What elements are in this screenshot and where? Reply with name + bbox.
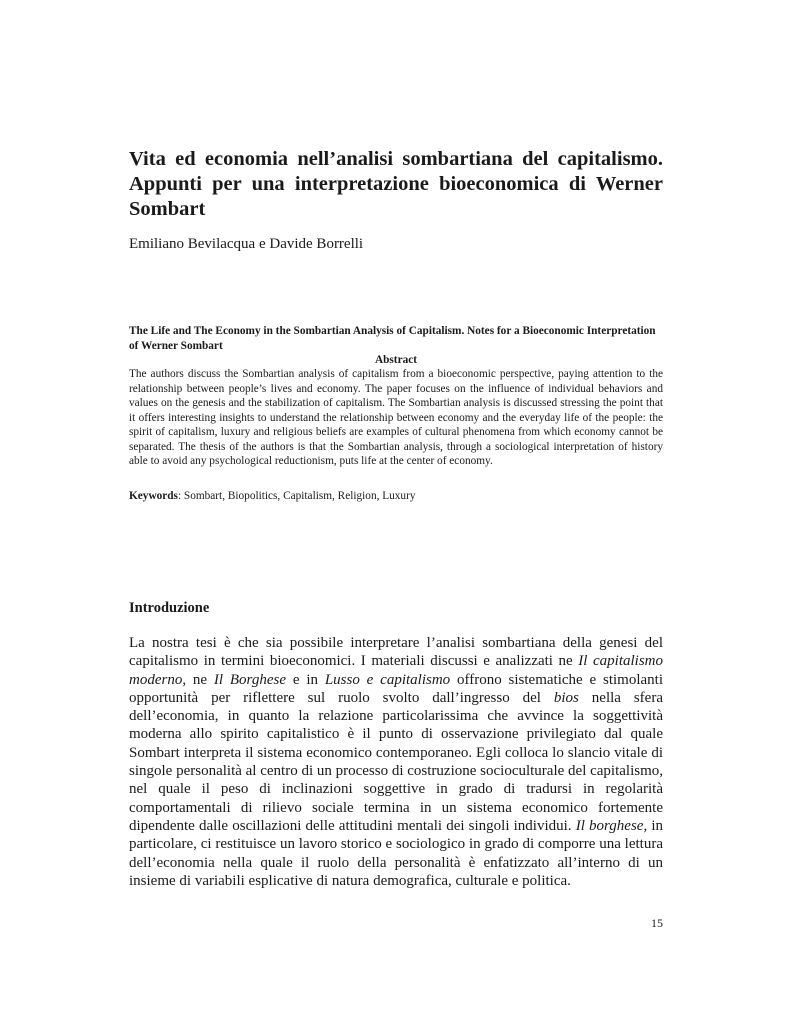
italic-book-title: Il borghese [575,817,644,834]
paper-title: Vita ed economia nell’analisi sombartiana del capitalismo. Appunti per una interpretazione bioeconomica di Werner Sombart [129,148,663,220]
keywords-value: : Sombart, Biopolitics, Capitalism, Religion, Luxury [177,490,416,502]
body-text-segment: offrono sistematiche e stimolanti opportunità per riflettere sul ruolo svolto dall’ingresso del [129,671,664,706]
body-text-segment: , in particolare, ci restituisce un lavoro storico e sociologico in grado di comporre una lettura dell’economia nella quale il ruolo della personalità è enfatizzato all’interno di un insieme di variabili esplicative di natura demografica, culturale e politica. [129,817,663,889]
italic-term: bios [553,689,579,706]
body-text-segment: e in [286,671,325,688]
abstract-heading: Abstract [374,354,418,366]
paper-page [129,0,663,1024]
authors: Emiliano Bevilacqua e Davide Borrelli [129,236,364,252]
page-number: 15 [651,916,663,930]
body-text-segment: , ne [182,671,214,688]
italic-book-title: Il capitalismo moderno [129,653,663,688]
body-text-segment: nella sfera dell’economia, in quanto la relazione particolarissima che avvince la soggettività moderna allo spirito capitalistico è il punto di osservazione privilegiato dal quale Sombart interpreta il sistema economico contemporaneo. Egli colloca lo slancio vitale di singole personalità al centro di un processo di costruzione socioculturale del capitalismo, nel quale il peso di inclinazioni soggettive in grado di tradursi in regolarità comportamentali di rilievo sociale termina in un sistema economico fortemente dipendente dalle oscillazioni delle attitudini mentali dei singoli individui. [129,689,664,834]
english-title: The Life and The Economy in the Sombartian Analysis of Capitalism. Notes for a Bioeconomic Interpretation of Werner Sombart [129,325,656,352]
keywords-label: Keywords [129,490,178,502]
introduction-paragraph [129,634,663,890]
body-text-segment: La nostra tesi è che sia possibile interpretare l’analisi sombartiana della genesi del capitalismo in termini bioeconomici. I materiali discussi e analizzati ne [129,635,663,670]
section-heading-introduzione: Introduzione [129,600,210,616]
abstract-text: The authors discuss the Sombartian analysis of capitalism from a bioeconomic perspective, paying attention to the relationship between people’s lives and economy. The paper focuses on the influence of individual behaviors and values on the genesis and the stabilization of capitalism. The Sombartian analysis is discussed stressing the point that it offers interesting insights to understand the relationship between economy and the everyday life of the people: the spirit of capitalism, luxury and religious beliefs are examples of cultural phenomena from which economy cannot be separated. The thesis of the authors is that the Sombartian analysis, through a sociological interpretation of history able to avoid any psychological reductionism, puts life at the center of economy. [129,368,663,467]
italic-book-title: Il Borghese [213,671,286,688]
italic-book-title: Lusso e capitalismo [324,671,451,688]
keywords [129,489,663,504]
